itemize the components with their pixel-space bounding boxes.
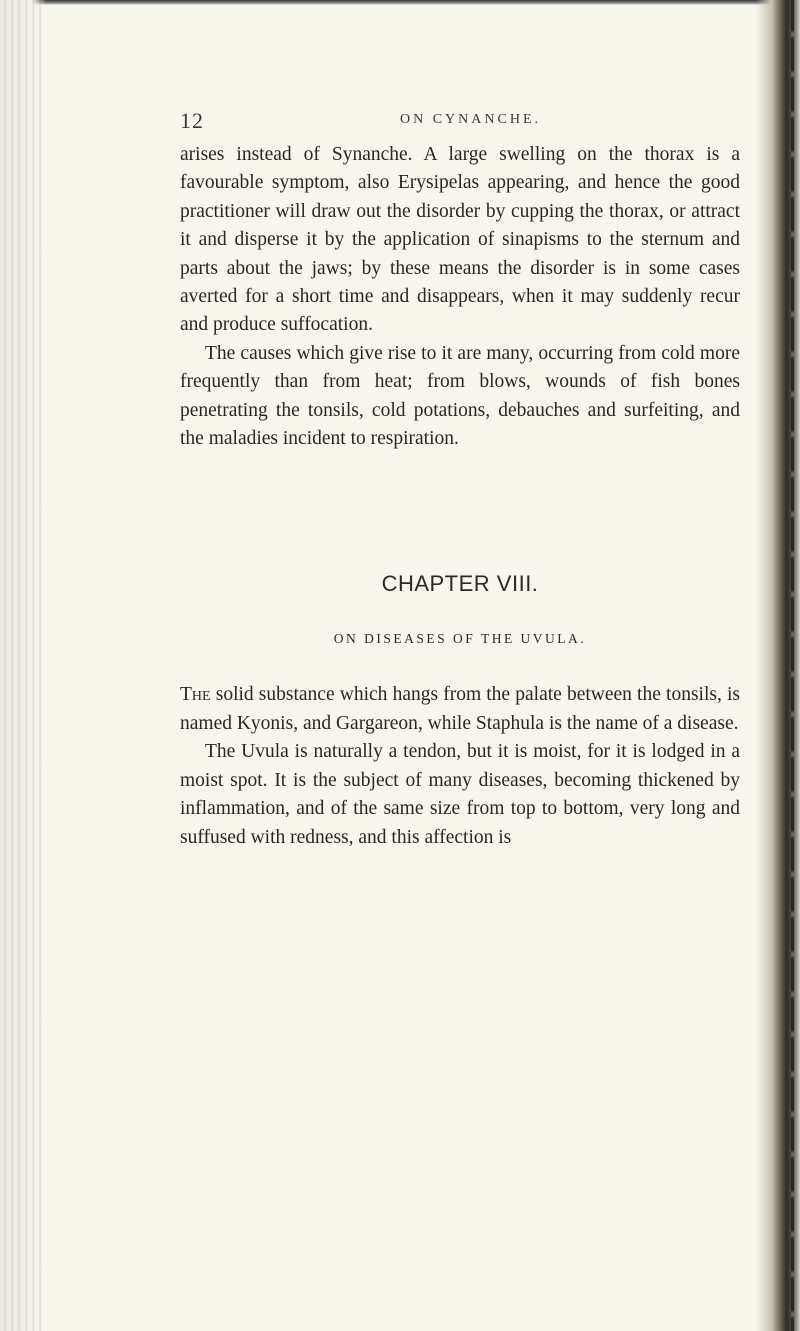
running-title: ON CYNANCHE.: [400, 112, 541, 127]
book-spine-shadow: [791, 0, 794, 1331]
section-2-text: [180, 681, 740, 851]
chapter-subtitle: ON DISEASES OF THE UVULA.: [333, 631, 587, 647]
paragraph-causes: The causes which give rise to it are many, occurring from cold more frequently than from heat; from blows, wounds of fish bones penetrating the tonsils, cold potations, debauches and surfeiting, and the maladies incident to respiration.: [180, 342, 740, 450]
opening-word: The: [180, 684, 211, 706]
chapter-title: CHAPTER VIII.: [381, 571, 539, 597]
paragraph-uvula-intro: [180, 681, 740, 738]
page-number: 12: [180, 108, 204, 133]
book-page: [180, 108, 740, 852]
page-top-edge: [0, 0, 800, 5]
paragraph-uvula-intro-text: solid substance which hangs from the palate between the tonsils, is named Kyonis, and Gargareon, while Staphula is the name of a disease.: [180, 684, 740, 734]
section-1-text: [180, 141, 740, 453]
paragraph-continuation: arises instead of Synanche. A large swelling on the thorax is a favourable symptom, also Erysipelas appearing, and hence the good practitioner will draw out the disorder by cupping the thorax, or attract it and disperse it by the application of sinapisms to the sternum and parts about the jaws; by these means the disorder is in some cases averted for a short time and disappears, when it may suddenly recur and produce suffocation.: [180, 144, 740, 336]
running-head: [180, 108, 740, 136]
paragraph-uvula-nature: The Uvula is naturally a tendon, but it is moist, for it is lodged in a moist spot. It is the subject of many diseases, becoming thickened by inflammation, and of the same size from top to bottom, very long and suffused with redness, and this affection is: [180, 741, 740, 848]
book-gutter: [0, 0, 46, 1331]
